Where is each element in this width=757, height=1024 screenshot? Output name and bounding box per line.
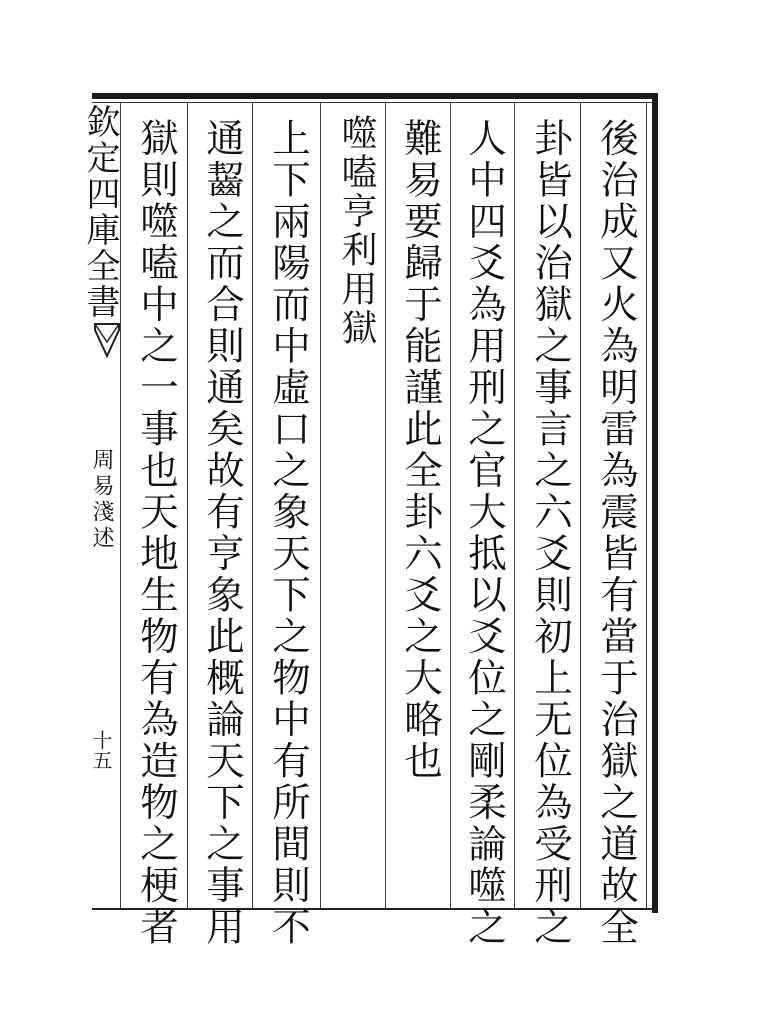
text-column-heading: 噬嗑亨利用獄 [336,114,377,348]
text-column: 獄則噬嗑中之一事也天地生物有為造物之梗者 [134,118,179,948]
frame-top-border [92,93,658,99]
frame-right-border [652,93,658,913]
column-rule [187,102,188,908]
column-rule [320,102,321,908]
margin-page-number: 十五 [89,730,113,770]
text-column: 卦皆以治獄之事言之六爻則初上无位為受刑之 [528,118,573,948]
column-rule [450,102,451,908]
column-rule [580,102,581,908]
text-column: 後治成又火為明雷為震皆有當于治獄之道故全 [594,118,639,948]
margin-column-rule [120,102,121,908]
frame-right-inner-line [646,102,647,908]
column-rule [252,102,253,908]
text-column: 上下兩陽而中虛口之象天下之物中有所間則不 [266,118,311,948]
column-rule [385,102,386,908]
margin-book-title: 周易淺述 [89,448,114,552]
text-column: 難易要歸于能謹此全卦六爻之大略也 [398,118,443,782]
margin-collection-title: 欽定四庫全書 [80,104,120,320]
text-column: 人中四爻為用刑之官大抵以爻位之剛柔論噬之 [462,118,507,948]
fishtail-ornament-icon [94,322,120,362]
frame-top-inner-line [92,102,658,103]
text-column: 通齧之而合則通矣故有亨象此概論天下之事用 [200,118,245,948]
column-rule [514,102,515,908]
